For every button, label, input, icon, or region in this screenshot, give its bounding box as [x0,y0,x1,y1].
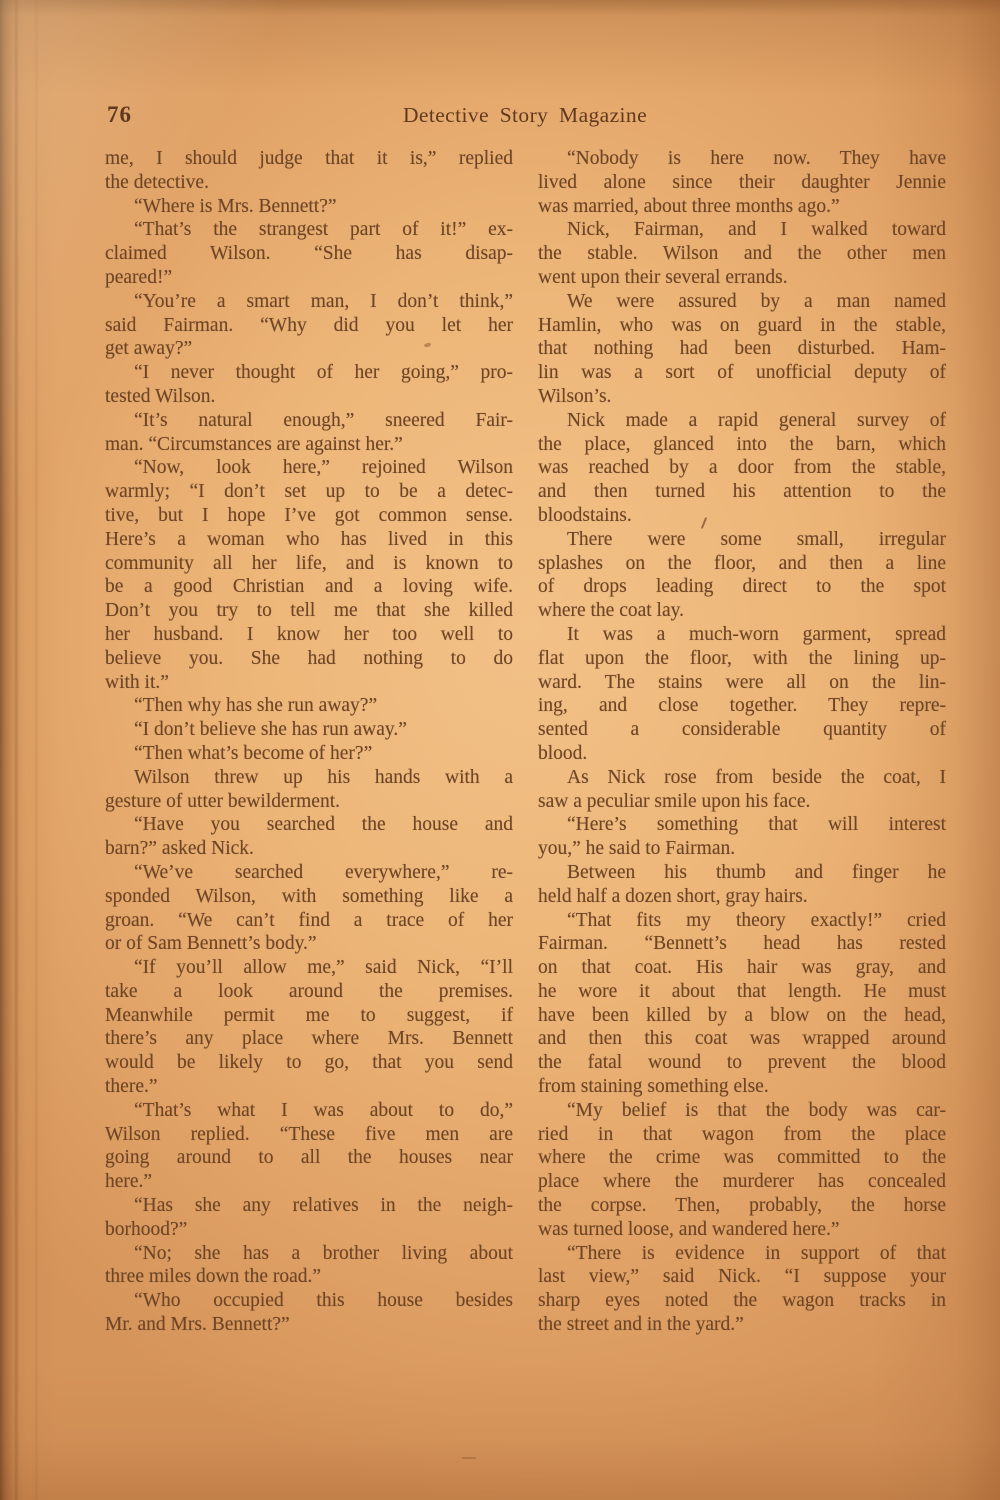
text-line: her husband. I know her too well to [105,623,513,645]
text-line: There were some small, irregular [567,528,946,550]
text-line: borhood?” [105,1218,188,1240]
text-line: Nick made a rapid general survey of [567,409,946,431]
paragraph [538,909,946,1099]
text-line: Hamlin, who was on guard in the stable, [538,314,946,336]
text-line: sented a considerable quantity of [538,719,946,741]
text-line: Wilson replied. “These five men are [105,1123,513,1145]
text-line: As Nick rose from beside the coat, I [567,766,946,788]
text-line: Fairman. “Bennett’s head has rested [538,933,946,955]
paragraph [105,1194,513,1242]
paragraph [105,361,513,409]
text-line: bloodstains. [538,504,632,526]
text-line: the detective. [105,171,209,193]
paragraph [105,290,513,361]
text-line: tested Wilson. [105,385,216,407]
text-line: “There is evidence in support of that [567,1242,946,1264]
text-line: there.” [105,1076,158,1098]
text-line: you,” he said to Fairman. [538,838,736,860]
text-line: get away?” [105,338,193,360]
right-column [538,147,946,1337]
text-line: would be likely to go, that you send [105,1052,513,1074]
text-line: man. “Circumstances are against her.” [105,433,403,455]
text-line: “You’re a smart man, I don’t think,” [134,290,513,312]
paragraph [105,1242,513,1290]
text-line: tive, but I hope I’ve got common sense. [105,504,513,526]
text-line: “Now, look here,” rejoined Wilson [134,457,513,479]
paragraph [105,694,513,718]
text-line: “I never thought of her going,” pro- [134,362,513,384]
paragraph [105,813,513,861]
text-line: splashes on the floor, and then a line [538,552,946,574]
paragraph [538,813,946,861]
text-line: Don’t you try to tell me that she killed [105,600,513,622]
paragraph [105,956,513,1099]
text-line: believe you. She had nothing to do [105,647,513,669]
paragraph [538,623,946,766]
text-line: sponded Wilson, with something like a [105,885,513,907]
text-line: was married, about three months ago.” [538,195,840,217]
text-line: “That fits my theory exactly!” cried [567,909,946,931]
text-line: “I don’t believe she has run away.” [134,719,407,741]
text-line: “That’s the strangest part of it!” ex- [134,219,513,241]
paragraph [105,861,513,956]
paragraph [538,147,946,218]
text-line: “That’s what I was about to do,” [134,1099,513,1121]
paragraph [538,1242,946,1337]
text-line: going around to all the houses near [105,1147,513,1169]
text-line: where the coat lay. [538,600,684,622]
paragraph [105,456,513,694]
text-line: Nick, Fairman, and I walked toward [567,219,946,241]
paragraph [105,409,513,457]
text-line: three miles down the road.” [105,1266,322,1288]
text-line: me, I should judge that it is,” replied [105,148,513,169]
text-line: last view,” said Nick. “I suppose your [538,1266,946,1288]
text-line: It was a much-worn garment, spread [567,623,946,645]
text-line: was turned loose, and wandered here.” [538,1218,840,1240]
text-line: sharp eyes noted the wagon tracks in [538,1290,946,1312]
text-line: “If you’ll allow me,” said Nick, “I’ll [134,957,513,979]
text-line: gesture of utter bewilderment. [105,790,340,812]
paragraph [538,766,946,814]
text-line: “Here’s something that will interest [567,814,946,836]
text-line: and then turned his attention to the [538,481,946,503]
text-line: on that coat. His hair was gray, and [538,957,946,979]
text-line: blood. [538,742,588,764]
text-line: the fatal wound to prevent the blood [538,1052,946,1074]
text-line: barn?” asked Nick. [105,838,254,860]
paragraph [105,718,513,742]
text-line: “My belief is that the body was car- [567,1099,946,1121]
scan-artifact [462,1457,476,1459]
text-line: ward. The stains were all on the lin- [538,671,946,693]
paragraph [105,147,513,195]
text-line: “It’s natural enough,” sneered Fair- [134,409,513,431]
text-line: Wilson’s. [538,385,612,407]
text-line: ing, and close together. They repre- [538,695,946,717]
text-line: saw a peculiar smile upon his face. [538,790,811,812]
paragraph [105,742,513,766]
text-line: “Where is Mrs. Bennett?” [134,195,337,217]
paragraph [105,218,513,289]
text-line: “Nobody is here now. They have [567,148,946,169]
text-line: “Have you searched the house and [134,814,513,836]
text-line: Between his thumb and finger he [567,861,946,883]
text-line: or of Sam Bennett’s body.” [105,933,317,955]
paragraph [538,528,946,623]
text-line: We were assured by a man named [567,290,946,312]
paragraph [538,1099,946,1242]
text-line: place where the murderer has concealed [538,1171,946,1193]
paragraph [105,195,513,219]
paragraph [105,1289,513,1337]
paragraph [538,290,946,409]
paragraph [105,766,513,814]
text-line: the street and in the yard.” [538,1314,744,1336]
text-line: take a look around the premises. [105,980,513,1002]
text-line: community all her life, and is known to [105,552,513,574]
text-line: “Then why has she run away?” [134,695,378,717]
text-line: and then this coat was wrapped around [538,1028,946,1050]
text-line: went upon their several errands. [538,266,788,288]
text-line: “Has she any relatives in the neigh- [134,1195,513,1217]
text-line: Mr. and Mrs. Bennett?” [105,1314,290,1336]
text-line: from staining something else. [538,1076,769,1098]
text-line: the stable. Wilson and the other men [538,243,946,265]
text-columns [105,147,946,1337]
paragraph [538,861,946,909]
text-line: there’s any place where Mrs. Bennett [105,1028,513,1050]
text-line: the corpse. Then, probably, the horse [538,1195,946,1217]
text-line: peared!” [105,266,173,288]
magazine-title: Detective Story Magazine [402,103,648,127]
text-line: have been killed by a blow on the head, [538,1004,946,1026]
text-line: of drops leading direct to the spot [538,576,946,598]
paragraph [538,218,946,289]
text-line: “We’ve searched everywhere,” re- [134,861,513,883]
text-line: groan. “We can’t find a trace of her [105,909,513,931]
paragraph [105,1099,513,1194]
text-line: “No; she has a brother living about [134,1242,513,1264]
text-line: with it.” [105,671,169,693]
text-line: said Fairman. “Why did you let her [105,314,513,336]
text-line: was reached by a door from the stable, [538,457,946,479]
page-header [105,102,945,134]
text-line: he wore it about that length. He must [538,980,946,1002]
text-line: ried in that wagon from the place [538,1123,946,1145]
text-line: held half a dozen short, gray hairs. [538,885,808,907]
paragraph [538,409,946,528]
text-line: be a good Christian and a loving wife. [105,576,513,598]
text-line: warmly; “I don’t set up to be a detec- [105,481,513,503]
page-number: 76 [107,102,132,127]
text-line: “Who occupied this house besides [134,1290,513,1312]
text-line: that nothing had been disturbed. Ham- [538,338,946,360]
text-line: Here’s a woman who has lived in this [105,528,513,550]
left-column [105,147,513,1337]
text-line: here.” [105,1171,153,1193]
text-line: Wilson threw up his hands with a [134,766,513,788]
text-line: lived alone since their daughter Jennie [538,171,946,193]
text-line: Meanwhile permit me to suggest, if [105,1004,513,1026]
text-line: lin was a sort of unofficial deputy of [538,362,946,384]
text-line: claimed Wilson. “She has disap- [105,243,513,265]
text-line: flat upon the floor, with the lining up- [538,647,946,669]
text-line: where the crime was committed to the [538,1147,946,1169]
text-line: “Then what’s become of her?” [134,742,373,764]
text-line: the place, glanced into the barn, which [538,433,946,455]
